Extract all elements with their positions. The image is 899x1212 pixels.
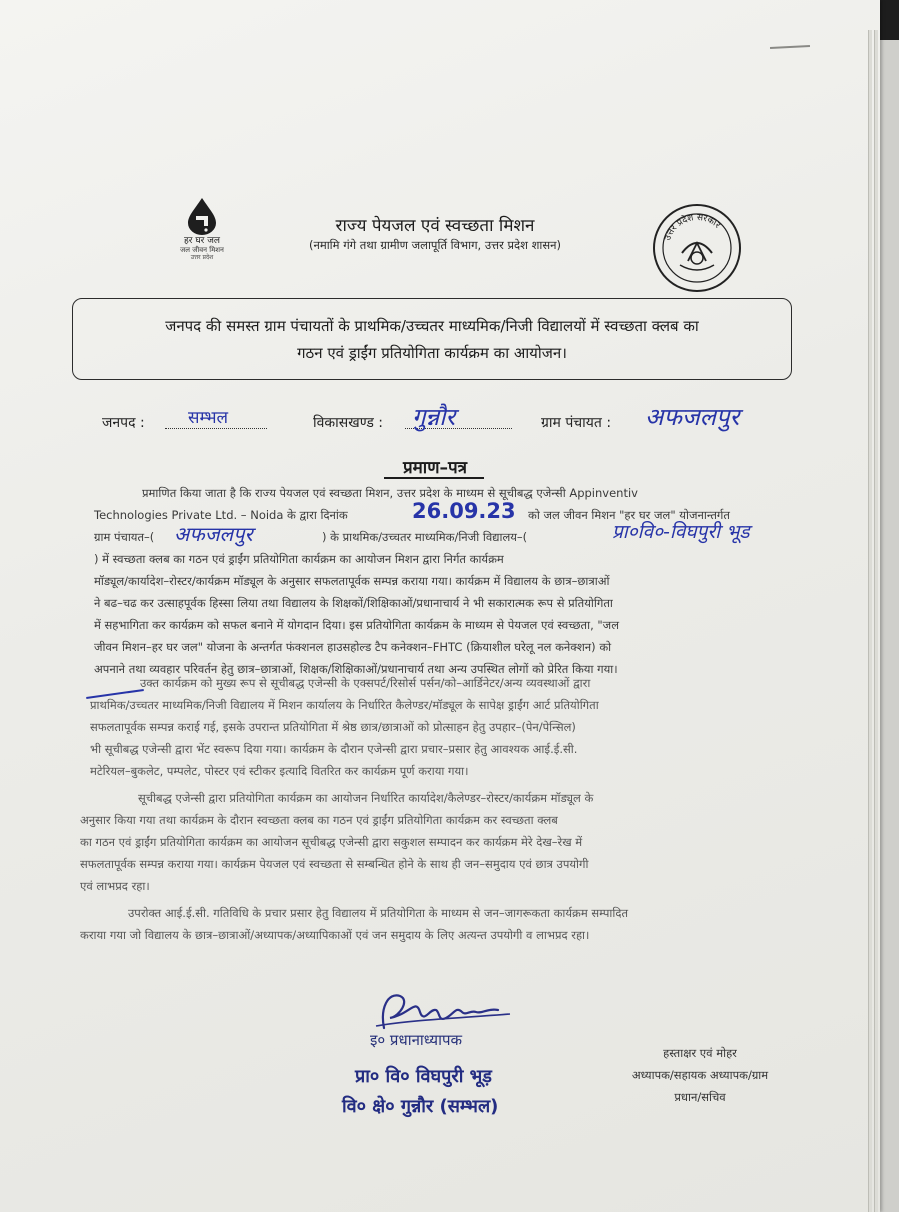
para2-line2: प्राथमिक/उच्चतर माध्यमिक/निजी विद्यालय में मिशन कार्यालय के निर्धारित कैलेण्डर/मॉड्यूल के सापेक्ष ड्राईंग आर्ट प्रतियोगिता: [90, 698, 599, 712]
signature-right-line2: अध्यापक/सहायक अध्यापक/ग्राम: [631, 1068, 769, 1082]
para1-line4: ) में स्वच्छता क्लब का गठन एवं ड्राईंग प्रतियोगिता कार्यक्रम का आयोजन मिशन द्वारा निर्गत कार्यक्रम: [94, 552, 504, 566]
school-stamp-line2: वि० क्षे० गुन्नौर (सम्भल): [342, 1096, 499, 1117]
uttar-pradesh-seal-icon: [652, 203, 742, 293]
para3-line4: सफलतापूर्वक सम्पन्न कराया गया। कार्यक्रम पेयजल एवं स्वच्छता से सम्बन्धित होने के साथ ही जन–समुदाय एवं छात्र उपयोगी: [80, 857, 589, 871]
stacked-page-edge: [868, 30, 872, 1212]
para2-line1: उक्त कार्यक्रम को मुख्य रूप से सूचीबद्ध एजेन्सी के एक्सपर्ट/रिसोर्स पर्सन/को–आर्डिनेटर/अन्य व्यवस्थाओं द्वारा: [140, 676, 591, 690]
para3-line1: सूचीबद्ध एजेन्सी द्वारा प्रतियोगिता कार्यक्रम का आयोजन निर्धारित कार्यादेश/कैलेण्डर–रोस्टर/कार्यक्रम मॉड्यूल के: [138, 791, 594, 805]
signature-block-right: [590, 1042, 810, 1108]
district-value: सम्भल: [188, 408, 229, 428]
para1-line2b: को जल जीवन मिशन "हर घर जल" योजनान्तर्गत: [528, 508, 730, 522]
logo-text-line1: हर घर जल: [184, 236, 220, 246]
subject-line1: जनपद की समस्त ग्राम पंचायतों के प्राथमिक/उच्चतर माध्यमिक/निजी विद्यालयों में स्वच्छता क्लब का: [165, 317, 699, 335]
block-value: गुन्नौर: [412, 403, 456, 431]
para4-line2: कराया गया जो विद्यालय के छात्र–छात्राओं/अध्यापक/अध्यापिकाओं एवं जन समुदाय के लिए अत्यन्त उपयोगी व लाभप्रद रहा।: [80, 928, 590, 942]
para3-line2: अनुसार किया गया तथा कार्यक्रम के दौरान स्वच्छता क्लब का गठन एवं ड्राईंग प्रतियोगिता कार्यक्रम कर स्वच्छता क्लब: [80, 813, 558, 827]
header-subtitle: (नमामि गंगे तथा ग्रामीण जलापूर्ति विभाग, उत्तर प्रदेश शासन): [308, 238, 562, 252]
seal-text: उत्तर प्रदेश सरकार: [663, 212, 722, 243]
panchayat-label: ग्राम पंचायत :: [541, 415, 612, 431]
para1-gram-panchayat-value: अफजलपुर: [174, 522, 253, 546]
para1-line8: जीवन मिशन–हर घर जल" योजना के अन्तर्गत फंक्शनल हाउसहोल्ड टैप कनेक्शन–FHTC (क्रियाशील घरेलू नल कनेक्शन) को: [94, 640, 612, 654]
document-title: प्रमाण–पत्र: [402, 458, 468, 478]
document-title-underline: [384, 477, 484, 479]
subject-box: [72, 298, 792, 380]
water-drop-tap-logo-icon: [184, 196, 220, 236]
subject-line2: गठन एवं ड्राईंग प्रतियोगिता कार्यक्रम का आयोजन।: [297, 344, 567, 362]
para1-line2a: Technologies Private Ltd. – Noida के द्वारा दिनांक: [94, 508, 348, 522]
district-label: जनपद :: [102, 415, 145, 431]
header-title: राज्य पेयजल एवं स्वच्छता मिशन: [335, 216, 535, 236]
signature-right-line3: प्रधान/सचिव: [674, 1090, 726, 1104]
para1-line3a: ग्राम पंचायत–(: [94, 530, 155, 544]
pen-mark: [770, 45, 810, 49]
para1-line5: मॉड्यूल/कार्यादेश–रोस्टर/कार्यक्रम मॉड्यूल के अनुसार सफलतापूर्वक सम्पन्न कराया गया। कार्यक्रम में विद्यालय के छात्र–छात्राओं: [94, 574, 610, 588]
para1-school-value: प्रा०वि०-विघपुरी भूड: [612, 521, 750, 543]
para1-line1: प्रमाणित किया जाता है कि राज्य पेयजल एवं स्वच्छता मिशन, उत्तर प्रदेश के माध्यम से सूचीबद्ध एजेन्सी Appinventiv: [142, 486, 638, 500]
para1-line7: में सहभागिता कर कार्यक्रम को सफल बनाने में योगदान दिया। इस प्रतियोगिता कार्यक्रम के माध्यम से पेयजल एवं स्वच्छता, "जल: [94, 618, 620, 632]
para3-line3: का गठन एवं ड्राईंग प्रतियोगिता कार्यक्रम का आयोजन सूचीबद्ध एजेन्सी द्वारा सकुशल सम्पादन कर कार्यक्रम मेरे देख–रेख में: [80, 835, 583, 849]
para2-line3: सफलतापूर्वक सम्पन्न कराई गई, इसके उपरान्त प्रतियोगिता में श्रेष्ठ छात्र/छात्राओं को प्रोत्साहन हेतु उपहार–(पेन/पेन्सिल): [90, 720, 576, 734]
stacked-page-edge: [874, 30, 878, 1212]
para1-line9: अपनाने तथा व्यवहार परिवर्तन हेतु छात्र–छात्राओं, शिक्षक/शिक्षिकाओं/प्रधानाचार्य तथा अन्य उपस्थित लोगों को प्रेरित किया गया।: [94, 662, 618, 676]
jal-jeevan-mission-logo: [164, 196, 240, 268]
para1-date: 26.09.23: [412, 499, 516, 523]
logo-text-line3: उत्तर प्रदेश: [190, 254, 214, 261]
school-stamp-line1: प्रा० वि० विघपुरी भूड़: [355, 1066, 492, 1087]
block-label: विकासखण्ड :: [313, 415, 384, 431]
svg-text:उत्तर प्रदेश सरकार: [663, 213, 722, 242]
headmaster-title: इ० प्रधानाध्यापक: [370, 1031, 463, 1049]
para4-line1: उपरोक्त आई.ई.सी. गतिविधि के प्रचार प्रसार हेतु विद्यालय में प्रतियोगिता के माध्यम से जन–जागरूकता कार्यक्रम सम्पादित: [128, 906, 629, 920]
para1-line6: ने बढ–चढ कर उत्साहपूर्वक हिस्सा लिया तथा विद्यालय के शिक्षकों/शिक्षिकाओं/प्रधानाचार्य ने भी सकारात्मक रूप से प्रतियोगिता: [94, 596, 613, 610]
para1-line3b: ) के प्राथमिक/उच्चतर माध्यमिक/निजी विद्यालय–(: [322, 530, 528, 544]
para3-line5: एवं लाभप्रद रहा।: [80, 879, 150, 893]
signature-right-line1: हस्ताक्षर एवं मोहर: [663, 1046, 737, 1060]
panchayat-value: अफजलपुर: [645, 403, 740, 431]
district-underline: [165, 428, 267, 429]
para2-line4: भी सूचीबद्ध एजेन्सी द्वारा भेंट स्वरूप दिया गया। कार्यक्रम के दौरान एजेन्सी द्वारा प्रचार–प्रसार हेतु आवश्यक आई.ई.सी.: [90, 742, 578, 756]
logo-text-line2: जल जीवन मिशन: [180, 246, 224, 254]
para2-line5: मटेरियल–बुकलेट, पम्पलेट, पोस्टर एवं स्टीकर इत्यादि वितरित कर कार्यक्रम पूर्ण कराया गया।: [90, 764, 469, 778]
